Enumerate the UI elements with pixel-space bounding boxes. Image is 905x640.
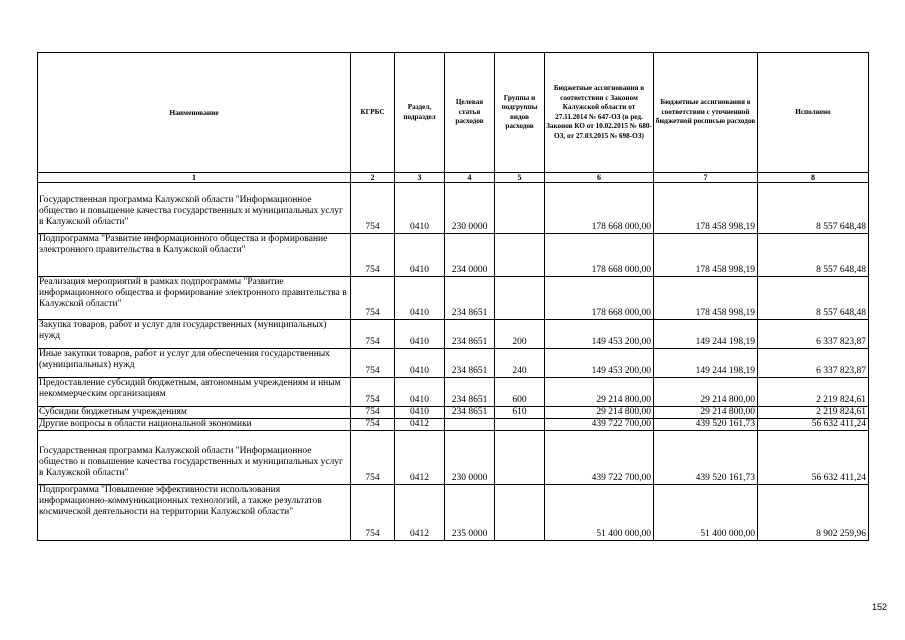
table-body — [38, 183, 869, 541]
header-section: Раздел, подраздел — [395, 53, 445, 173]
row-group: 200 — [495, 320, 545, 349]
row-target: 235 0000 — [445, 485, 495, 541]
row-kgrbs: 754 — [351, 277, 395, 320]
row-name: Реализация мероприятий в рамках подпрограммы "Развитие информационного общества и формирование электронного правительства в Калужской области" — [38, 277, 351, 320]
row-section: 0410 — [395, 320, 445, 349]
table-row — [38, 485, 869, 541]
row-kgrbs: 754 — [351, 431, 395, 485]
row-executed: 8 557 648,48 — [758, 234, 869, 277]
table-row — [38, 378, 869, 407]
row-target: 230 0000 — [445, 431, 495, 485]
row-group: 240 — [495, 349, 545, 378]
header-revised-allocation: Бюджетные ассигнования в соответствии с уточненной бюджетной росписью расходов — [654, 53, 758, 173]
row-law-allocation: 178 668 000,00 — [545, 183, 654, 234]
table-row — [38, 183, 869, 234]
row-executed: 8 902 259,96 — [758, 485, 869, 541]
row-executed: 6 337 823,87 — [758, 349, 869, 378]
header-name: Наименование — [38, 53, 351, 173]
row-group: 600 — [495, 378, 545, 407]
row-kgrbs: 754 — [351, 407, 395, 419]
row-revised-allocation: 178 458 998,19 — [654, 277, 758, 320]
table-row — [38, 234, 869, 277]
row-revised-allocation: 51 400 000,00 — [654, 485, 758, 541]
row-executed: 56 632 411,24 — [758, 431, 869, 485]
table-row — [38, 431, 869, 485]
row-law-allocation: 149 453 200,00 — [545, 349, 654, 378]
header-kgrbs: КГРБС — [351, 53, 395, 173]
row-law-allocation: 51 400 000,00 — [545, 485, 654, 541]
column-number: 5 — [495, 173, 545, 183]
column-number: 3 — [395, 173, 445, 183]
row-section: 0412 — [395, 485, 445, 541]
row-revised-allocation: 29 214 800,00 — [654, 407, 758, 419]
header-row — [38, 53, 869, 173]
row-section: 0410 — [395, 349, 445, 378]
header-law-allocation: Бюджетные ассигнования в соответствии с Законом Калужской области от 27.11.2014 № 647-ОЗ (в ред. Законов КО от 10.02.2015 № 680-ОЗ, от 27.03.2015 № 698-ОЗ) — [545, 53, 654, 173]
row-name: Подпрограмма "Развитие информационного общества и формирование электронного правительства в Калужской области" — [38, 234, 351, 277]
column-number-row — [38, 173, 869, 183]
row-law-allocation: 178 668 000,00 — [545, 277, 654, 320]
row-revised-allocation: 29 214 800,00 — [654, 378, 758, 407]
row-executed: 8 557 648,48 — [758, 183, 869, 234]
row-law-allocation: 178 668 000,00 — [545, 234, 654, 277]
row-target: 234 8651 — [445, 407, 495, 419]
table-row — [38, 320, 869, 349]
row-target — [445, 419, 495, 431]
row-kgrbs: 754 — [351, 320, 395, 349]
row-name: Государственная программа Калужской области "Информационное общество и повышение качества государственных и муниципальных услуг в Калужской области" — [38, 431, 351, 485]
header-expense-group: Группы и подгруппы видов расходов — [495, 53, 545, 173]
row-executed: 6 337 823,87 — [758, 320, 869, 349]
row-kgrbs: 754 — [351, 419, 395, 431]
row-name: Иные закупки товаров, работ и услуг для обеспечения государственных (муниципальных) нужд — [38, 349, 351, 378]
row-kgrbs: 754 — [351, 378, 395, 407]
row-group — [495, 277, 545, 320]
row-revised-allocation: 178 458 998,19 — [654, 183, 758, 234]
row-name: Другие вопросы в области национальной экономики — [38, 419, 351, 431]
row-target: 234 8651 — [445, 378, 495, 407]
row-section: 0412 — [395, 419, 445, 431]
column-number: 6 — [545, 173, 654, 183]
row-section: 0410 — [395, 183, 445, 234]
row-name: Государственная программа Калужской области "Информационное общество и повышение качества государственных и муниципальных услуг в Калужской области" — [38, 183, 351, 234]
column-number: 2 — [351, 173, 395, 183]
row-revised-allocation: 439 520 161,73 — [654, 431, 758, 485]
row-name: Подпрограмма "Повышение эффективности использования информационно-коммуникационных технологий, а также результатов космической деятельности на территории Калужской области" — [38, 485, 351, 541]
row-revised-allocation: 439 520 161,73 — [654, 419, 758, 431]
row-group: 610 — [495, 407, 545, 419]
row-law-allocation: 439 722 700,00 — [545, 431, 654, 485]
row-revised-allocation: 178 458 998,19 — [654, 234, 758, 277]
row-revised-allocation: 149 244 198,19 — [654, 349, 758, 378]
row-group — [495, 485, 545, 541]
column-number: 8 — [758, 173, 869, 183]
row-section: 0410 — [395, 407, 445, 419]
row-kgrbs: 754 — [351, 349, 395, 378]
row-section: 0412 — [395, 431, 445, 485]
row-law-allocation: 29 214 800,00 — [545, 407, 654, 419]
table-row — [38, 349, 869, 378]
row-group — [495, 431, 545, 485]
column-number: 7 — [654, 173, 758, 183]
row-name: Закупка товаров, работ и услуг для государственных (муниципальных) нужд — [38, 320, 351, 349]
budget-table — [37, 52, 869, 541]
row-executed: 2 219 824,61 — [758, 378, 869, 407]
row-law-allocation: 29 214 800,00 — [545, 378, 654, 407]
row-kgrbs: 754 — [351, 485, 395, 541]
row-law-allocation: 149 453 200,00 — [545, 320, 654, 349]
table-row — [38, 419, 869, 431]
row-group — [495, 419, 545, 431]
row-name: Предоставление субсидий бюджетным, автономным учреждениям и иным некоммерческим организациям — [38, 378, 351, 407]
table-row — [38, 407, 869, 419]
row-executed: 56 632 411,24 — [758, 419, 869, 431]
row-executed: 8 557 648,48 — [758, 277, 869, 320]
page-number: 152 — [871, 602, 887, 612]
row-kgrbs: 754 — [351, 234, 395, 277]
row-section: 0410 — [395, 234, 445, 277]
row-name: Субсидии бюджетным учреждениям — [38, 407, 351, 419]
row-target: 234 8651 — [445, 349, 495, 378]
row-section: 0410 — [395, 277, 445, 320]
row-target: 234 8651 — [445, 320, 495, 349]
header-executed: Исполнено — [758, 53, 869, 173]
row-group — [495, 183, 545, 234]
column-number: 1 — [38, 173, 351, 183]
row-target: 234 0000 — [445, 234, 495, 277]
header-target-article: Целевая статья расходов — [445, 53, 495, 173]
row-target: 230 0000 — [445, 183, 495, 234]
column-number: 4 — [445, 173, 495, 183]
row-section: 0410 — [395, 378, 445, 407]
row-revised-allocation: 149 244 198,19 — [654, 320, 758, 349]
table-row — [38, 277, 869, 320]
row-group — [495, 234, 545, 277]
row-target: 234 8651 — [445, 277, 495, 320]
row-kgrbs: 754 — [351, 183, 395, 234]
row-law-allocation: 439 722 700,00 — [545, 419, 654, 431]
row-executed: 2 219 824,61 — [758, 407, 869, 419]
